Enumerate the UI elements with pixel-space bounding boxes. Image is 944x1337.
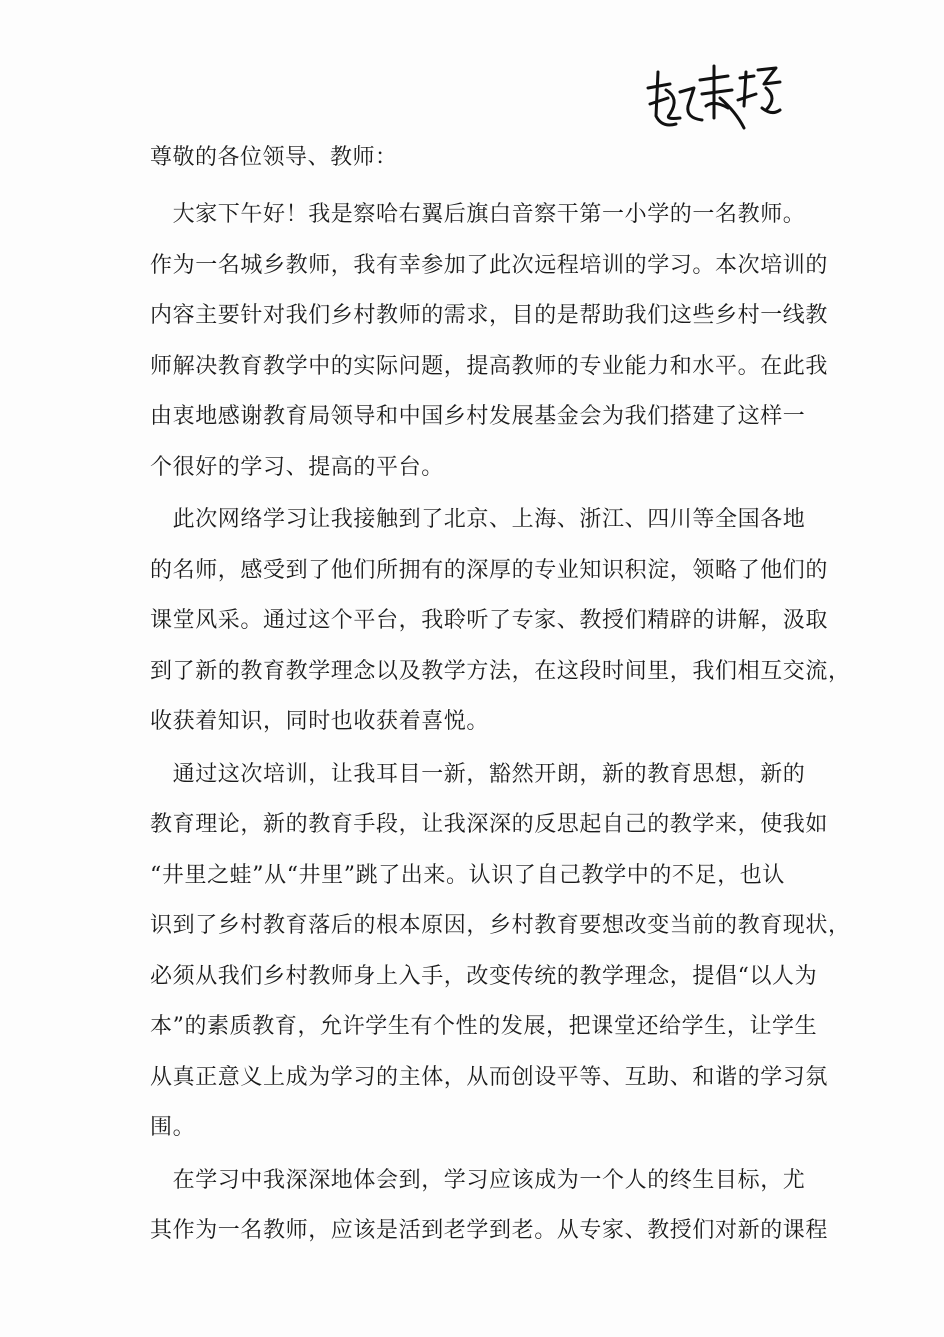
text-line: 收获着知识，同时也收获着喜悦。 bbox=[150, 709, 490, 734]
text-line: 识到了乡村教育落后的根本原因，乡村教育要想改变当前的教育现状， bbox=[150, 913, 851, 938]
text-line: 此次网络学习让我接触到了北京、上海、浙江、四川等全国各地 bbox=[150, 507, 806, 532]
text-line: 通过这次培训，让我耳目一新，豁然开朗，新的教育思想，新的 bbox=[150, 761, 806, 787]
paragraph-2 bbox=[150, 495, 851, 748]
text-line: 从真正意义上成为学习的主体，从而创设平等、互助、和谐的学习氛 bbox=[150, 1064, 829, 1090]
text-line: 师解决教育教学中的实际问题，提高教师的专业能力和水平。在此我 bbox=[150, 353, 829, 379]
greeting: 尊敬的各位领导、教师： bbox=[150, 145, 398, 170]
text-line: 内容主要针对我们乡村教师的需求，目的是帮助我们这些乡村一线教 bbox=[150, 303, 829, 328]
text-line: “井里之蛙”从“井里”跳了出来。认识了自己教学中的不足，也认 bbox=[150, 862, 785, 888]
letter-body bbox=[150, 190, 851, 1257]
text-line: 的名师，感受到了他们所拥有的深厚的专业知识积淀，领略了他们的 bbox=[150, 557, 829, 583]
text-line: 大家下午好！我是察哈右翼后旗白音察干第一小学的一名教师。 bbox=[150, 202, 806, 227]
text-line: 在学习中我深深地体会到，学习应该成为一个人的终生目标，尤 bbox=[150, 1167, 806, 1193]
paragraph-4 bbox=[150, 1156, 829, 1257]
text-line: 个很好的学习、提高的平台。 bbox=[150, 454, 444, 480]
text-line: 到了新的教育教学理念以及教学方法，在这段时间里，我们相互交流， bbox=[150, 658, 851, 684]
paragraph-1 bbox=[150, 190, 829, 493]
text-line: 课堂风采。通过这个平台，我聆听了专家、教授们精辟的讲解，汲取 bbox=[150, 608, 829, 633]
text-line: 本”的素质教育，允许学生有个性的发展，把课堂还给学生，让学生 bbox=[150, 1014, 818, 1039]
text-line: 教育理论，新的教育手段，让我深深的反思起自己的教学来，使我如 bbox=[150, 812, 829, 837]
handwritten-signature bbox=[640, 58, 790, 138]
paragraph-3 bbox=[150, 750, 851, 1154]
text-line: 必须从我们乡村教师身上入手，改变传统的教学理念，提倡“以人为 bbox=[150, 963, 818, 989]
text-line: 围。 bbox=[150, 1115, 196, 1140]
text-line: 作为一名城乡教师，我有幸参加了此次远程培训的学习。本次培训的 bbox=[150, 252, 829, 278]
text-line: 其作为一名教师，应该是活到老学到老。从专家、教授们对新的课程 bbox=[150, 1218, 829, 1243]
text-line: 由衷地感谢教育局领导和中国乡村发展基金会为我们搭建了这样一 bbox=[150, 404, 806, 429]
